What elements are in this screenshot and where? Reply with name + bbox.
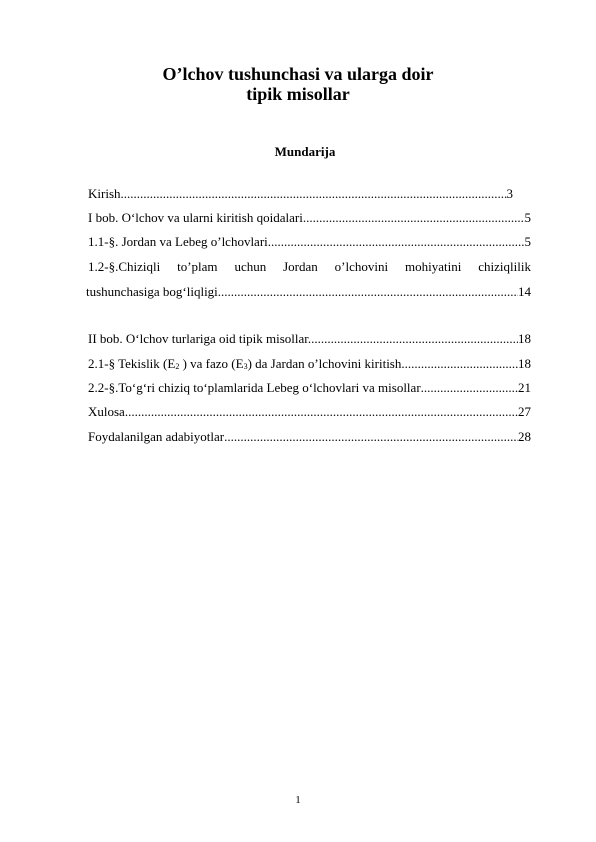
- toc-entry-introduction: [88, 186, 513, 202]
- toc-word: 1.2-§.Chiziqli: [88, 259, 161, 274]
- toc-entry-section-2-1: [88, 356, 531, 375]
- toc-entry-page: 5: [524, 234, 531, 249]
- toc-entry-page: 3: [506, 186, 513, 201]
- toc-entry-chapter-1: [88, 210, 531, 226]
- page-number: 1: [295, 794, 301, 806]
- toc-entry-page: 5: [524, 210, 531, 225]
- toc-entry-label: Kirish: [88, 186, 121, 201]
- toc-entry-page: 28: [518, 429, 531, 444]
- toc-word: mohiyatini: [405, 259, 462, 274]
- toc-entry-section-1-1: [88, 234, 531, 250]
- toc-entry-chapter-2: [88, 331, 531, 347]
- toc-label-part: ) da Jardan o’lchovini kiritish: [247, 356, 402, 371]
- toc-entry-label: [88, 356, 401, 375]
- toc-entry-references: [88, 429, 531, 445]
- toc-word: chiziqlilik: [478, 259, 531, 274]
- toc-entry-page: 18: [518, 331, 531, 346]
- toc-label-part: 2.1-§ Tekislik (E: [88, 356, 176, 371]
- toc-leader-dots: [421, 380, 518, 396]
- toc-word: uchun: [234, 259, 267, 274]
- toc-leader-dots: [268, 234, 525, 250]
- toc-leader-dots: [401, 356, 518, 375]
- toc-entry-label: Foydalanilgan adabiyotlar: [88, 429, 225, 444]
- document-title-line-2: tipik misollar: [246, 84, 350, 104]
- toc-entry-label: 1.1-§. Jordan va Lebeg o’lchovlari: [88, 234, 268, 249]
- toc-leader-dots: [121, 186, 507, 202]
- toc-entry-label: tushunchasiga bog‘liqligi: [86, 284, 218, 299]
- toc-leader-dots: [311, 331, 518, 347]
- toc-entry-conclusion: [88, 404, 531, 420]
- document-title-line-1: O’lchov tushunchasi va ularga doir: [162, 64, 434, 84]
- toc-word: Jordan: [283, 259, 318, 274]
- toc-entry-label: 2.2-§.To‘g‘ri chiziq to‘plamlarida Lebeg o‘lchovlari va misollar: [88, 380, 421, 395]
- toc-leader-dots: [224, 429, 518, 445]
- toc-leader-dots: [218, 284, 518, 300]
- toc-entry-label: I bob. O‘lchov va ularni kiritish qoidalari: [88, 210, 303, 225]
- toc-word: to’plam: [177, 259, 218, 274]
- toc-entry-section-1-2-line-1: [88, 259, 531, 275]
- toc-label-subscript: 2: [175, 362, 180, 371]
- contents-heading: Mundarija: [274, 144, 336, 159]
- toc-label-part: ) va fazo (E: [179, 356, 244, 371]
- toc-entry-section-1-2-line-2: [86, 284, 531, 300]
- toc-entry-page: 21: [518, 380, 531, 395]
- toc-word: o’lchovini: [334, 259, 389, 274]
- toc-entry-page: 18: [518, 356, 531, 371]
- toc-entry-label: Xulosa: [88, 404, 125, 419]
- toc-leader-dots: [125, 404, 518, 420]
- toc-entry-page: 27: [518, 404, 531, 419]
- toc-entry-page: 14: [518, 284, 531, 299]
- toc-entry-label: II bob. O‘lchov turlariga oid tipik misollar.: [88, 331, 312, 346]
- toc-label-subscript: 3: [243, 362, 248, 371]
- toc-entry-section-2-2: [88, 380, 531, 396]
- toc-leader-dots: [303, 210, 525, 226]
